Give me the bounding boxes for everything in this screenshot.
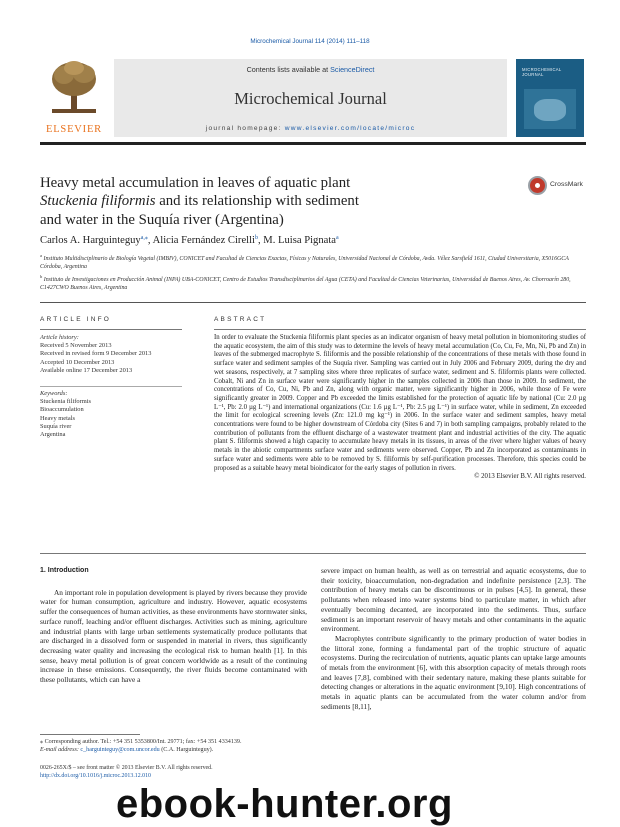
- intro-paragraph-1-continued: severe impact on human health, as well as on terrestrial and aquatic ecosystems, due to their toxicity, bioaccumulation, non-degradation and indefinite persistence [2,3]. The contribution of heavy metals can be discontinuous or in pulses [4,5]. In general, these pollutants when released into water systems bind to particulate matter, in which after eventually becoming decanted, are incorporated into the sediments. Thus, surface sediment is an important reservoir of heavy metals and other contaminants in the aquatic environment.: [321, 566, 586, 634]
- front-matter: [40, 764, 307, 780]
- sciencedirect-link[interactable]: ScienceDirect: [330, 65, 375, 74]
- title-species: Stuckenia filiformis: [40, 193, 156, 210]
- issn-line: 0026-265X/$ – see front matter © 2013 Elsevier B.V. All rights reserved.: [40, 765, 213, 771]
- abstract-body: [214, 334, 586, 482]
- keyword-item[interactable]: Bioaccumulation: [40, 406, 84, 414]
- article-title: [40, 174, 480, 229]
- intro-paragraph-1: An important role in population development is played by rivers because they provide water for human consumption, agriculture and industry. However, aquatic ecosystems suffer the consequences of human activities, as these environments have stormwater sinks, surface runoff, leaching and/or effluent discharges. Activities such as mining, agriculture and industrial plants with large urban settlements systematically produce pollutants that are discharged in a dissolved form or suspended in material in rivers, thus significantly decreasing water quality and increasing the ecological risk to human health [1]. In this sense, heavy metal pollution is of great concern worldwide as a result of the continuing increase in these emissions. Consequently, the river fluids become contaminated with these pollutants, which can have a: [40, 587, 307, 685]
- author-3[interactable]: M. Luisa Pignata: [263, 235, 336, 246]
- affiliation-b-marker: b: [40, 273, 43, 279]
- corresponding-author-footnote: [40, 738, 307, 754]
- affiliation-a: [40, 252, 586, 271]
- abstract-heading: ABSTRACT: [214, 316, 267, 323]
- watermark: ebook-hunter.org: [116, 782, 453, 826]
- author-2-sup[interactable]: b: [255, 235, 258, 241]
- author-3-sup[interactable]: a: [335, 235, 339, 241]
- author-1-sup[interactable]: a,⁎: [140, 235, 148, 241]
- title-line-1: Heavy metal accumulation in leaves of aquatic plant: [40, 175, 351, 191]
- crossmark-button[interactable]: [528, 176, 590, 196]
- author-separator: ,: [147, 235, 153, 246]
- article-history: [40, 334, 182, 375]
- footnote-star: ⁎: [40, 739, 44, 745]
- footnote-corresponding: Corresponding author. Tel.: +54 351 5353800/Int. 29771; fax: +54 351 4334139.: [44, 739, 242, 745]
- keyword-item[interactable]: Heavy metals: [40, 414, 75, 422]
- crossmark-label: CrossMark: [550, 181, 583, 188]
- body-divider: [40, 553, 586, 554]
- elsevier-wordmark: ELSEVIER: [46, 124, 102, 135]
- affiliation-a-marker: a: [40, 253, 42, 258]
- crossmark-icon: [528, 176, 547, 195]
- keywords-label: Keywords:: [40, 390, 68, 397]
- header-divider: [40, 142, 586, 145]
- journal-banner: [114, 59, 507, 137]
- history-received: Received 5 November 2013: [40, 342, 112, 350]
- body-column-left: [40, 566, 307, 685]
- abstract-rights: © 2013 Elsevier B.V. All rights reserved.: [474, 473, 586, 481]
- keyword-item[interactable]: Argentina: [40, 431, 66, 439]
- masthead: [40, 59, 586, 137]
- keywords-rule: [40, 386, 182, 387]
- article-info-rule: [40, 329, 182, 330]
- affiliation-divider: [40, 302, 586, 303]
- title-line-2: and its relationship with sediment: [155, 193, 359, 210]
- homepage-link[interactable]: www.elsevier.com/locate/microc: [284, 125, 416, 132]
- doi-link[interactable]: http://dx.doi.org/10.1016/j.microc.2013.12.010: [40, 773, 151, 779]
- history-online: Available online 17 December 2013: [40, 366, 133, 374]
- author-1[interactable]: Carlos A. Harguinteguy: [40, 235, 141, 246]
- keywords: [40, 390, 182, 439]
- section-heading-introduction: 1. Introduction: [40, 567, 89, 574]
- history-label: Article history:: [40, 334, 79, 341]
- author-list: [40, 234, 586, 246]
- author-separator: ,: [258, 235, 264, 246]
- article-info-heading: ARTICLE INFO: [40, 316, 112, 323]
- history-accepted: Accepted 10 December 2013: [40, 358, 115, 366]
- elsevier-logo[interactable]: [40, 59, 108, 135]
- journal-citation[interactable]: Microchemical Journal 114 (2014) 111–118: [250, 38, 370, 45]
- author-2[interactable]: Alicia Fernández Cirelli: [152, 235, 255, 246]
- email-label: E-mail address:: [40, 747, 81, 753]
- email-link[interactable]: c_harguinteguy@com.uncor.edu: [80, 747, 160, 753]
- contents-line: [114, 65, 507, 74]
- cover-image-detail: [534, 99, 566, 121]
- abstract-rule: [214, 329, 586, 330]
- cover-title: MICROCHEMICAL JOURNAL: [522, 67, 562, 77]
- journal-cover[interactable]: [516, 59, 584, 137]
- title-line-3: and water in the Suquía river (Argentina): [40, 211, 284, 228]
- contents-prefix: Contents lists available at: [246, 65, 331, 74]
- intro-paragraph-2: Macrophytes contribute significantly to the primary production of water bodies in the littoral zone, forming a fundamental part of the trophic structure of aquatic ecosystems. During the recirculation of nutrients, aquatic plants can uptake large amounts of metals from the environment [6], with this absorption capacity of metals through roots and leaves [7,8], combined with their sedentary nature, making these plants suitable for detecting changes or alterations in the aquatic environment [9,10]. High concentrations of metals in aquatic plants can be accumulated from the water column and/or from sediments [8,11],: [321, 633, 586, 711]
- footnote-rule: [40, 734, 140, 735]
- affiliation-b: [40, 273, 586, 292]
- history-revised: Received in revised form 9 December 2013: [40, 350, 152, 358]
- journal-name: Microchemical Journal: [234, 89, 387, 108]
- affiliation-a-text: Instituto Multidisciplinario de Biología Vegetal (IMBIV), CONICET and Facultad de Ciencias Exactas, Físicas y Naturales, Universidad Nacional de Córdoba, Avda. Vélez Sarsfield 1611, Ciudad Universitaria, X5016GCA Córdoba, Argentina: [40, 255, 569, 270]
- keyword-item[interactable]: Suquía river: [40, 422, 72, 430]
- body-column-right: [321, 566, 586, 712]
- homepage-prefix: journal homepage:: [205, 125, 285, 132]
- abstract-text: In order to evaluate the Stuckenia filiformis plant species as an indicator organism of heavy metal pollution in biomonitoring studies of the aquatic ecosystem, the aim of this study was to determine the levels of heavy metal accumulation (Co, Cu, Fe, Mn, Ni, Pb and Zn) in leaves of the submerged macrophyte S. filiformis and the possible relationship of the concentrations of these metals with those found in surface water and sediment samples of the Suquía river. Sampling was carried out in July 2006 and February 2009, during the dry and wet seasons, respectively, at 7 sampling sites where three replicates of surface water, sediment and S. filiformis plants were collected. Cobalt, Ni and Zn in surface water were significantly higher in the samples collected in 2006 than those in 2009. In sediment, the concentrations of Co, Cu, Ni, Pb and Zn, along with organic matter, were significantly higher in 2006, while those of Fe were significantly greater in 2009. Copper and Pb exceeded the limits established for the protection of aquatic life by national (Cu: 2.0 µg L⁻¹, Pb: 2.0 µg L⁻¹) and international organizations (Cu: 1.6 µg L⁻¹, Pb: 2.5 µg L⁻¹) in surface water, while in sediment, Zn exceeded the limit for ecological screening levels (Zn: 121.0 mg kg⁻¹) in 2006. In the surface water and sediment samples, heavy metal concentrations were found to be higher downstream of Córdoba city (Sites 6 and 7) in both sampling campaigns, probably related to the contribution of pollutants from the effluent discharge of a wastewater treatment plant and industrial activities of the city. The aquatic plant S. filiformis showed a high capacity to accumulate heavy metals in its tissues, in areas of the river where higher values of heavy metals in the abiotic compartments surface water and sediments were observed. Copper, Pb and Zn incorporated as contaminants in surface water and sediments were able to be removed by S. filiformis by self-purification processes. Therefore, this species could be proposed as a suitable heavy metal bioindicator for the early stages of pollution in rivers.: [214, 334, 586, 472]
- affiliation-b-text: Instituto de Investigaciones en Producción Animal (INPA) UBA-CONICET, Centro de Estudios Transdisciplinarios del Agua (CETA) and Facultad de Ciencias Veterinarias, Universidad de Buenos Aires, Av. Chorroarín 280, C1427CWO Buenos Aires, Argentina: [40, 276, 571, 291]
- affiliations: [40, 252, 586, 294]
- keyword-item[interactable]: Stuckenia filiformis: [40, 398, 91, 406]
- journal-homepage: [114, 125, 507, 132]
- tree-logo-icon: [48, 59, 100, 115]
- email-suffix: (C.A. Harguinteguy).: [159, 747, 214, 753]
